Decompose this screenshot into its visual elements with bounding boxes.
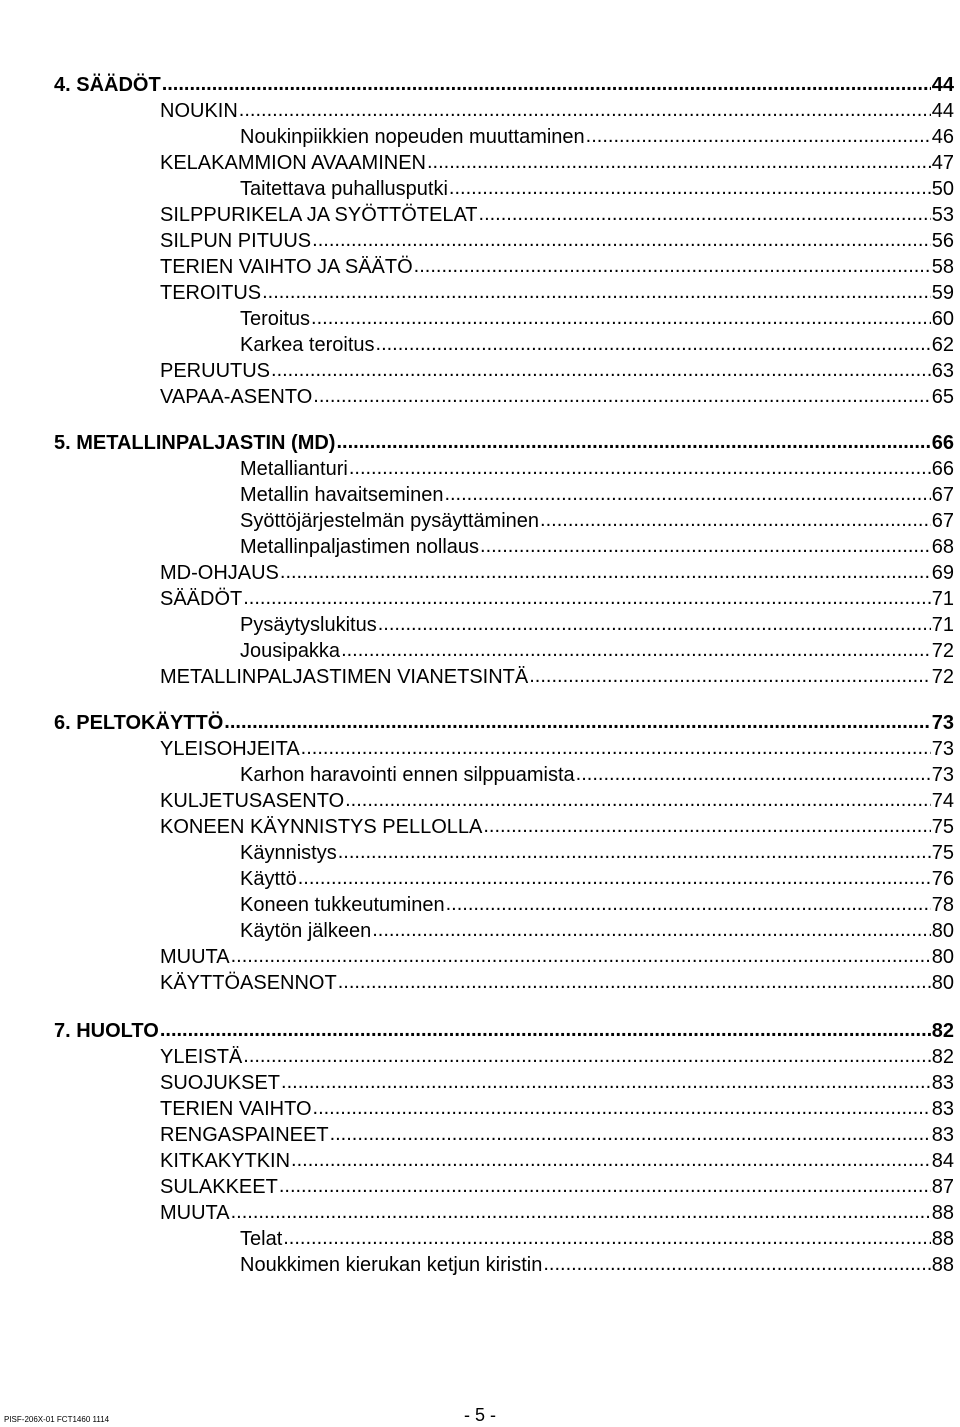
dot-leader xyxy=(271,357,931,383)
toc-entry-title: Metallianturi xyxy=(240,458,348,480)
dot-leader xyxy=(312,227,931,253)
dot-leader xyxy=(239,97,931,123)
toc-entry xyxy=(240,840,954,866)
toc-entry-title: SILPPURIKELA JA SYÖTTÖTELAT xyxy=(160,204,478,226)
toc-entry-page: 56 xyxy=(931,230,954,252)
dot-leader xyxy=(529,663,931,689)
toc-entry-title: YLEISTÄ xyxy=(160,1046,243,1068)
toc-entry xyxy=(160,1044,954,1070)
toc-entry xyxy=(160,98,954,124)
toc-entry-page: 83 xyxy=(931,1072,954,1094)
toc-entry-page: 80 xyxy=(931,920,954,942)
dot-leader xyxy=(446,891,931,917)
document-code: PISF-206X-01 FCT1460 1114 xyxy=(4,1415,110,1424)
dot-leader xyxy=(543,1251,930,1277)
toc-entry-page: 67 xyxy=(931,484,954,506)
toc-entry-title: SUOJUKSET xyxy=(160,1072,281,1094)
toc-entry xyxy=(240,332,954,358)
dot-leader xyxy=(349,455,931,481)
toc-entry xyxy=(160,944,954,970)
toc-entry xyxy=(160,1070,954,1096)
toc-entry xyxy=(240,482,954,508)
toc-entry-page: 46 xyxy=(931,126,954,148)
toc-entry-page: 88 xyxy=(931,1202,954,1224)
toc-entry-page: 83 xyxy=(931,1124,954,1146)
toc-entry xyxy=(160,384,954,410)
toc-entry-title: KONEEN KÄYNNISTYS PELLOLLA xyxy=(160,816,483,838)
dot-leader xyxy=(378,611,931,637)
toc-entry xyxy=(240,176,954,202)
toc-entry xyxy=(160,280,954,306)
toc-entry xyxy=(160,358,954,384)
toc-entry-title: Noukinpiikkien nopeuden muuttaminen xyxy=(240,126,585,148)
toc-entry-title: Noukkimen kierukan ketjun kiristin xyxy=(240,1254,543,1276)
toc-entry-page: 65 xyxy=(931,386,954,408)
toc-entry-page: 76 xyxy=(931,868,954,890)
toc-entry-page: 68 xyxy=(931,536,954,558)
toc-entry xyxy=(240,918,954,944)
toc-entry-page: 44 xyxy=(931,100,954,122)
dot-leader xyxy=(243,585,931,611)
toc-entry-title: KELAKAMMION AVAAMINEN xyxy=(160,152,426,174)
toc-entry-title: Käyttö xyxy=(240,868,297,890)
page-number: - 5 - xyxy=(463,1405,496,1425)
toc-entry xyxy=(240,1226,954,1252)
dot-leader xyxy=(311,305,931,331)
toc-entry xyxy=(160,970,954,996)
dot-leader xyxy=(449,175,931,201)
dot-leader xyxy=(298,865,931,891)
dot-leader xyxy=(540,507,931,533)
toc-entry-title: 5. METALLINPALJASTIN (MD) xyxy=(54,432,336,454)
toc-entry-page: 87 xyxy=(931,1176,954,1198)
toc-entry-page: 82 xyxy=(931,1020,954,1042)
toc-chapter xyxy=(54,72,954,98)
toc-entry xyxy=(240,638,954,664)
toc-entry xyxy=(240,892,954,918)
toc-entry xyxy=(160,736,954,762)
toc-entry-title: RENGASPAINEET xyxy=(160,1124,329,1146)
dot-leader xyxy=(338,839,931,865)
dot-leader xyxy=(414,253,931,279)
toc-entry xyxy=(160,1122,954,1148)
dot-leader xyxy=(281,1069,931,1095)
toc-entry xyxy=(160,586,954,612)
toc-entry-title: SILPUN PITUUS xyxy=(160,230,312,252)
toc-chapter xyxy=(54,430,954,456)
toc-entry-title: Telat xyxy=(240,1228,283,1250)
dot-leader xyxy=(243,1043,930,1069)
toc-entry-title: Teroitus xyxy=(240,308,311,330)
dot-leader xyxy=(586,123,931,149)
toc-entry-title: VAPAA-ASENTO xyxy=(160,386,313,408)
toc-entry-page: 88 xyxy=(931,1254,954,1276)
toc-entry xyxy=(240,866,954,892)
toc-entry xyxy=(240,534,954,560)
toc-entry-title: YLEISOHJEITA xyxy=(160,738,300,760)
toc-entry-page: 60 xyxy=(931,308,954,330)
toc-entry-title: Käytön jälkeen xyxy=(240,920,372,942)
dot-leader xyxy=(291,1147,931,1173)
toc-entry-page: 66 xyxy=(931,432,954,454)
toc-entry-page: 83 xyxy=(931,1098,954,1120)
toc-entry-page: 75 xyxy=(931,842,954,864)
toc-entry-page: 80 xyxy=(931,946,954,968)
toc-entry-page: 44 xyxy=(931,74,954,96)
toc-entry-title: 4. SÄÄDÖT xyxy=(54,74,161,96)
dot-leader xyxy=(262,279,931,305)
toc-entry-page: 47 xyxy=(931,152,954,174)
toc-entry-title: NOUKIN xyxy=(160,100,238,122)
toc-entry-title: Pysäytyslukitus xyxy=(240,614,377,636)
toc-entry xyxy=(240,124,954,150)
toc-entry-page: 58 xyxy=(931,256,954,278)
toc-entry-title: Taitettava puhallusputki xyxy=(240,178,448,200)
toc-entry-title: KULJETUSASENTO xyxy=(160,790,345,812)
toc-entry-page: 72 xyxy=(931,666,954,688)
toc-entry-page: 73 xyxy=(931,712,954,734)
toc-entry-title: Jousipakka xyxy=(240,640,341,662)
toc-entry-title: PERUUTUS xyxy=(160,360,271,382)
dot-leader xyxy=(280,559,931,585)
dot-leader xyxy=(372,917,931,943)
toc-entry xyxy=(240,456,954,482)
toc-entry xyxy=(240,306,954,332)
toc-entry-page: 80 xyxy=(931,972,954,994)
toc-entry-title: METALLINPALJASTIMEN VIANETSINTÄ xyxy=(160,666,529,688)
toc-entry-title: 6. PELTOKÄYTTÖ xyxy=(54,712,224,734)
toc-entry-title: SÄÄDÖT xyxy=(160,588,243,610)
dot-leader xyxy=(427,149,931,175)
toc-entry-title: Metallinpaljastimen nollaus xyxy=(240,536,480,558)
dot-leader xyxy=(162,71,931,97)
dot-leader xyxy=(231,943,931,969)
toc-entry-page: 84 xyxy=(931,1150,954,1172)
toc-entry xyxy=(240,508,954,534)
toc-chapter xyxy=(54,1018,954,1044)
dot-leader xyxy=(224,709,930,735)
toc-entry-title: Koneen tukkeutuminen xyxy=(240,894,445,916)
toc-entry xyxy=(160,664,954,690)
dot-leader xyxy=(376,331,931,357)
dot-leader xyxy=(479,201,931,227)
toc-entry-page: 62 xyxy=(931,334,954,356)
toc-entry-title: MUUTA xyxy=(160,946,230,968)
toc-entry xyxy=(160,1148,954,1174)
toc-entry-page: 66 xyxy=(931,458,954,480)
toc-entry-title: KITKAKYTKIN xyxy=(160,1150,291,1172)
toc-entry-page: 74 xyxy=(931,790,954,812)
dot-leader xyxy=(160,1017,931,1043)
dot-leader xyxy=(444,481,930,507)
toc-chapter xyxy=(54,710,954,736)
toc-entry-page: 88 xyxy=(931,1228,954,1250)
toc-entry-title: SULAKKEET xyxy=(160,1176,278,1198)
toc-entry-page: 69 xyxy=(931,562,954,584)
toc-entry xyxy=(160,254,954,280)
dot-leader xyxy=(345,787,931,813)
toc-entry-page: 50 xyxy=(931,178,954,200)
dot-leader xyxy=(283,1225,931,1251)
dot-leader xyxy=(338,969,931,995)
toc-entry xyxy=(160,202,954,228)
toc-entry-page: 71 xyxy=(931,614,954,636)
toc-entry-page: 72 xyxy=(931,640,954,662)
toc-entry xyxy=(160,1096,954,1122)
toc-entry xyxy=(160,228,954,254)
dot-leader xyxy=(231,1199,931,1225)
dot-leader xyxy=(341,637,931,663)
toc-entry-title: Käynnistys xyxy=(240,842,337,864)
toc-entry xyxy=(160,560,954,586)
toc-entry xyxy=(160,150,954,176)
dot-leader xyxy=(336,429,930,455)
toc-entry-title: TERIEN VAIHTO JA SÄÄTÖ xyxy=(160,256,413,278)
toc-entry-title: TEROITUS xyxy=(160,282,262,304)
toc-entry xyxy=(240,612,954,638)
toc-entry-page: 75 xyxy=(931,816,954,838)
toc-entry xyxy=(160,1174,954,1200)
toc-entry-page: 73 xyxy=(931,738,954,760)
toc-entry-page: 67 xyxy=(931,510,954,532)
toc-entry-title: MD-OHJAUS xyxy=(160,562,279,584)
dot-leader xyxy=(576,761,931,787)
toc-entry-title: 7. HUOLTO xyxy=(54,1020,159,1042)
toc-entry-page: 53 xyxy=(931,204,954,226)
toc-entry xyxy=(240,762,954,788)
toc-entry-page: 63 xyxy=(931,360,954,382)
toc-entry-page: 59 xyxy=(931,282,954,304)
toc-entry-page: 78 xyxy=(931,894,954,916)
toc-entry xyxy=(160,788,954,814)
dot-leader xyxy=(480,533,931,559)
dot-leader xyxy=(301,735,931,761)
toc-entry-page: 82 xyxy=(931,1046,954,1068)
toc-entry-page: 73 xyxy=(931,764,954,786)
toc-entry xyxy=(160,814,954,840)
toc-entry-page: 71 xyxy=(931,588,954,610)
toc-entry xyxy=(240,1252,954,1278)
dot-leader xyxy=(330,1121,931,1147)
toc-entry-title: Syöttöjärjestelmän pysäyttäminen xyxy=(240,510,540,532)
toc-entry-title: Karhon haravointi ennen silppuamista xyxy=(240,764,575,786)
toc-entry-title: MUUTA xyxy=(160,1202,230,1224)
toc-entry-title: TERIEN VAIHTO xyxy=(160,1098,312,1120)
toc-entry xyxy=(160,1200,954,1226)
dot-leader xyxy=(313,383,930,409)
toc-entry-title: KÄYTTÖASENNOT xyxy=(160,972,337,994)
dot-leader xyxy=(483,813,930,839)
toc-entry-title: Metallin havaitseminen xyxy=(240,484,444,506)
dot-leader xyxy=(279,1173,931,1199)
dot-leader xyxy=(313,1095,931,1121)
toc-entry-title: Karkea teroitus xyxy=(240,334,375,356)
